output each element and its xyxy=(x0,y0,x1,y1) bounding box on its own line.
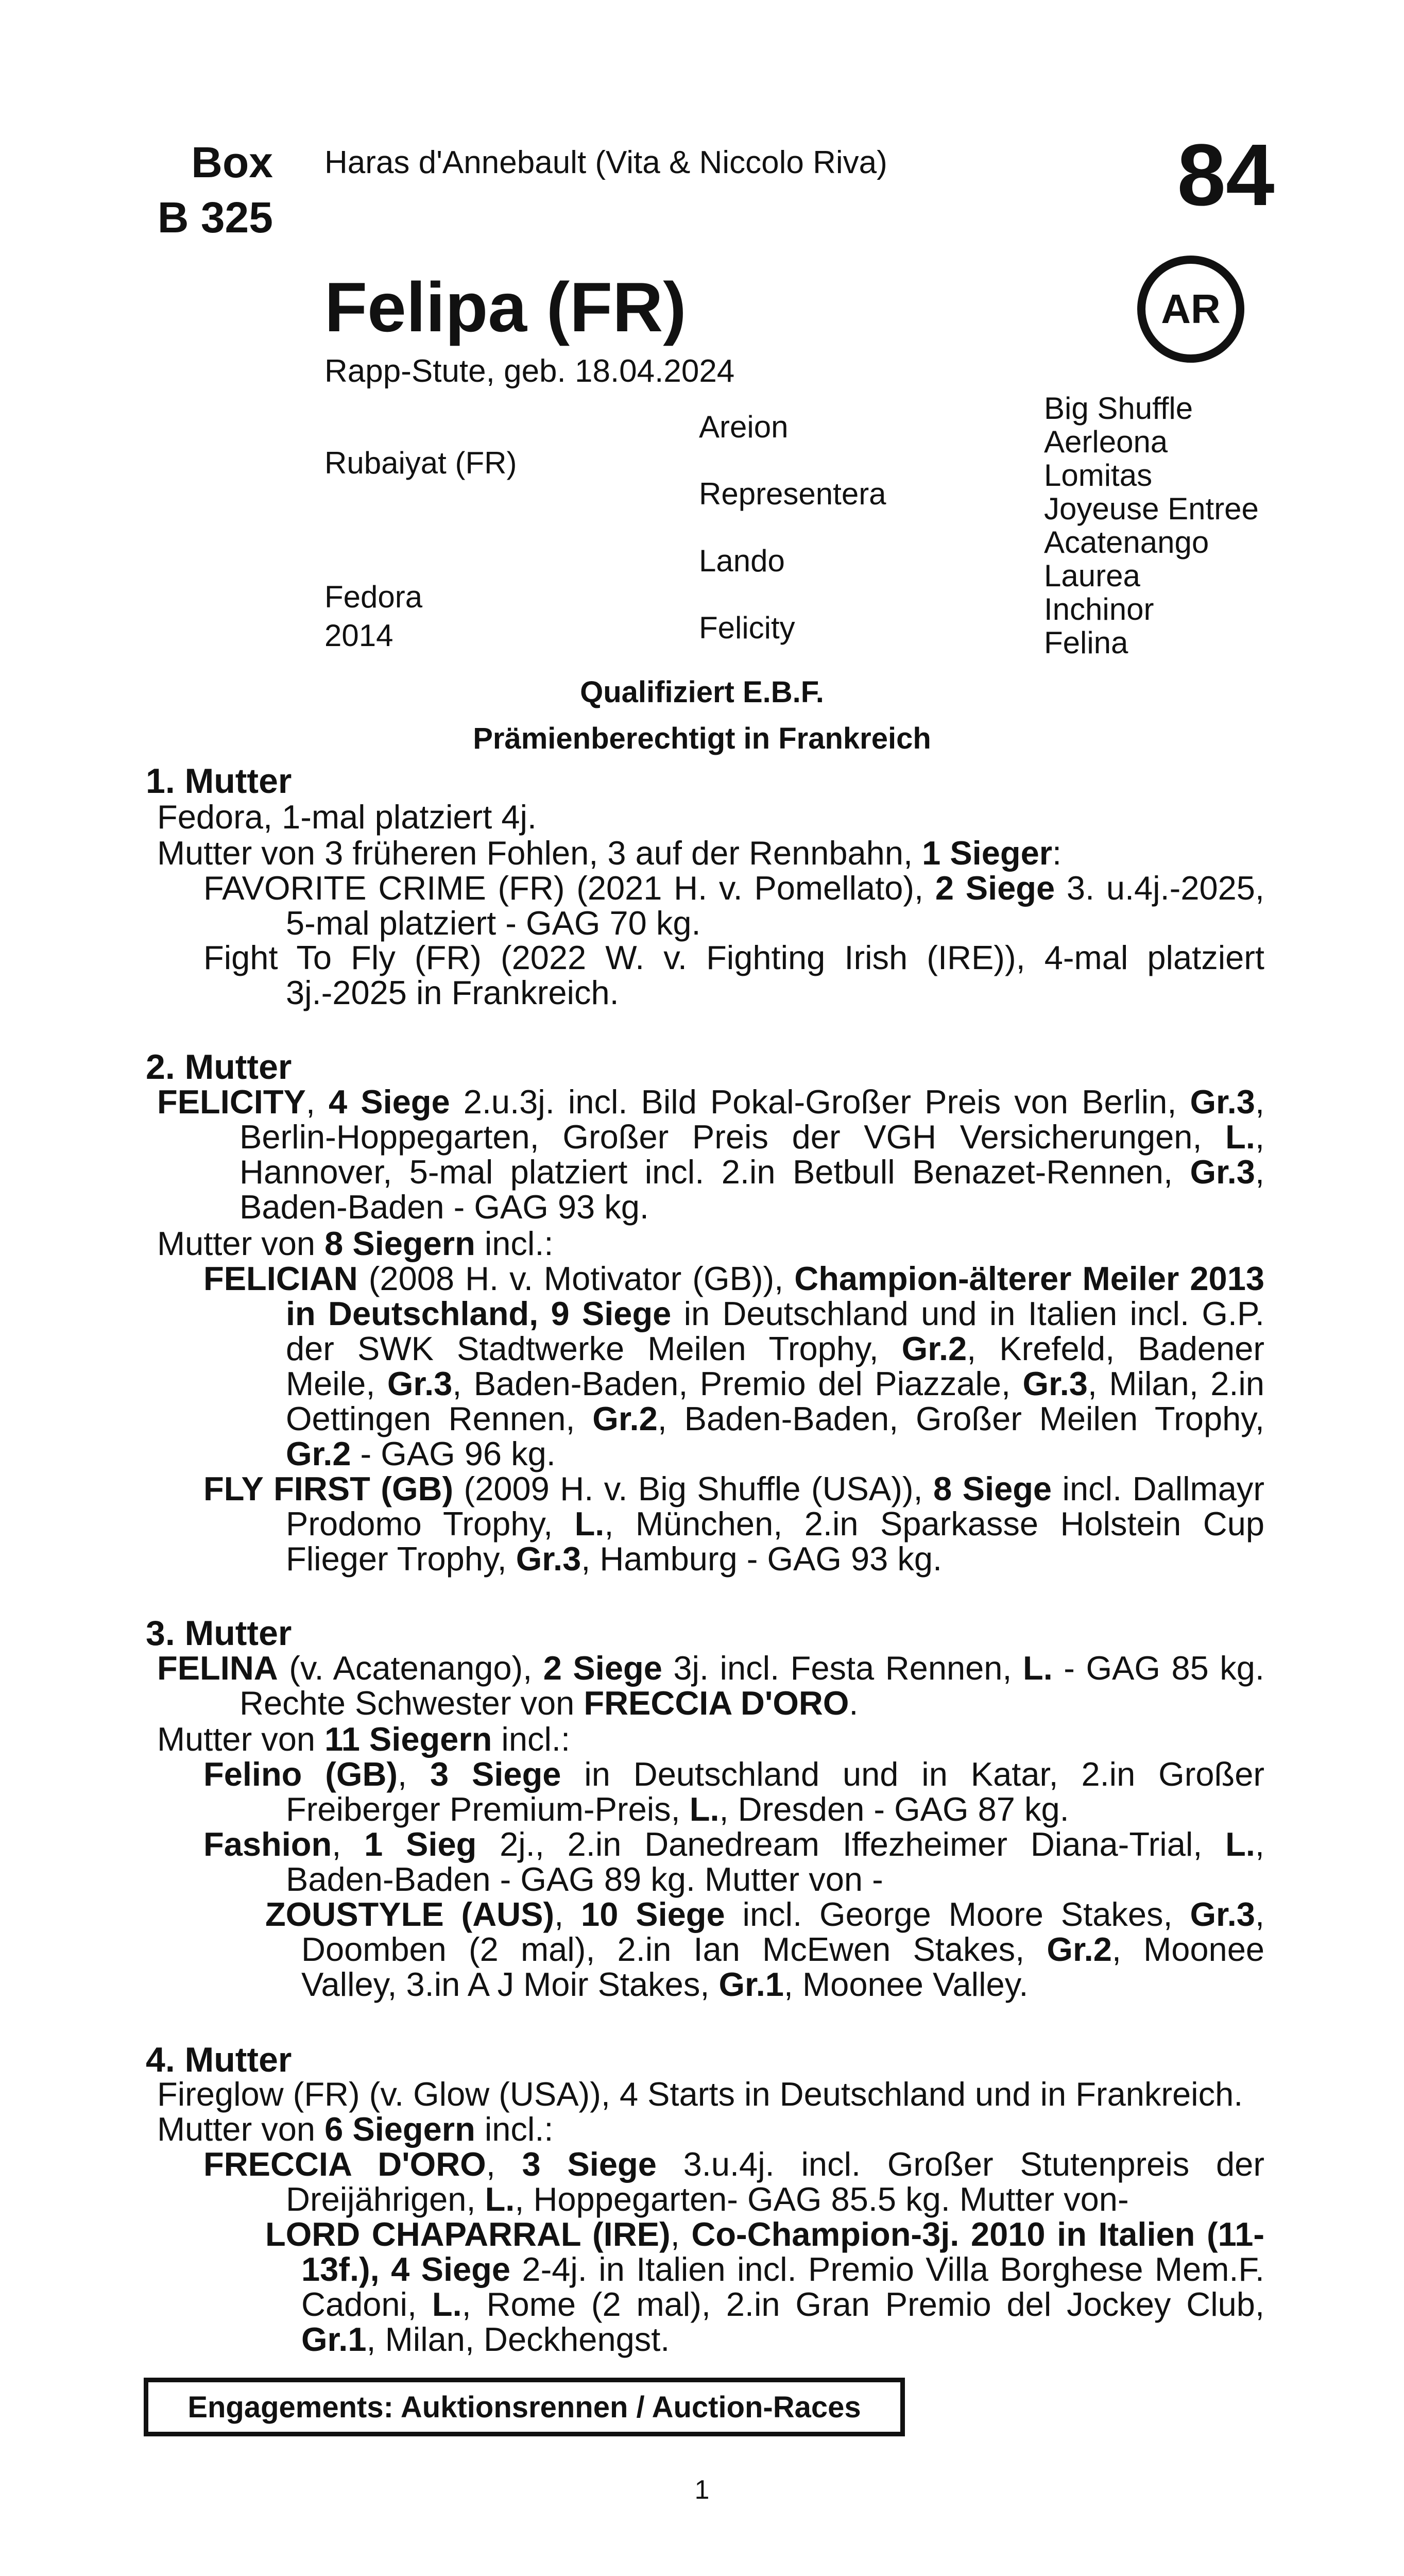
pedigree-grandparent: Lando xyxy=(699,544,785,578)
pedigree-grandparent: Areion xyxy=(699,410,789,444)
section-title: 4. Mutter xyxy=(146,2040,292,2079)
foal-entry: Fashion, 1 Sieg 2j., 2.in Danedream Iffezheimer Diana-Trial, L., Baden-Baden - GAG 89 kg. Mutter von - xyxy=(203,1825,1264,1898)
dam-line: FELINA (v. Acatenango), 2 Siege 3j. incl. Festa Rennen, L. - GAG 85 kg. Rechte Schwester von FRECCIA D'ORO. xyxy=(157,1649,1264,1722)
page-number: 1 xyxy=(694,2475,710,2505)
ar-badge: AR xyxy=(1137,256,1244,363)
pedigree-great-grandparent: Inchinor xyxy=(1044,592,1154,626)
foal-entry: FLY FIRST (GB) (2009 H. v. Big Shuffle (USA)), 8 Siege incl. Dallmayr Prodomo Trophy, L., München, 2.in Sparkasse Holstein Cup Flieger Trophy, Gr.3, Hamburg - GAG 93 kg. xyxy=(203,1470,1265,1578)
offspring-line: Mutter von 6 Siegern incl.: xyxy=(157,2110,554,2148)
box-label: Box xyxy=(191,138,273,187)
pedigree-grandparent: Representera xyxy=(699,477,886,511)
foal-entry: FELICIAN (2008 H. v. Motivator (GB)), Champion-älterer Meiler 2013 in Deutschland, 9 Siege in Deutschland und in Italien incl. G.P. der SWK Stadtwerke Meilen Trophy, Gr.2, Krefeld, Badener Meile, Gr.3, Baden-Baden, Premio del Piazzale, Gr.3, Milan, 2.in Oettingen Rennen, Gr.2, Baden-Baden, Großer Meilen Trophy, Gr.2 - GAG 96 kg. xyxy=(203,1260,1265,1472)
grand-foal-entry: ZOUSTYLE (AUS), 10 Siege incl. George Moore Stakes, Gr.3, Doomben (2 mal), 2.in Ian McEwen Stakes, Gr.2, Moonee Valley, 3.in A J Moir Stakes, Gr.1, Moonee Valley. xyxy=(265,1895,1265,2003)
foal-entry: FAVORITE CRIME (FR) (2021 H. v. Pomellato), 2 Siege 3. u.4j.-2025, 5-mal platziert - GAG 70 kg. xyxy=(203,869,1264,942)
grand-foal-entry: LORD CHAPARRAL (IRE), Co-Champion-3j. 2010 in Italien (11-13f.), 4 Siege 2-4j. in Italien incl. Premio Villa Borghese Mem.F. Cadoni, L., Rome (2 mal), 2.in Gran Premio del Jockey Club, Gr.1, Milan, Deckhengst. xyxy=(265,2215,1265,2358)
offspring-line: Mutter von 8 Siegern incl.: xyxy=(157,1225,554,1262)
pedigree-great-grandparent: Acatenango xyxy=(1044,525,1209,560)
engagements-box: Engagements: Auktionsrennen / Auction-Races xyxy=(144,2378,905,2436)
foal-entry: FRECCIA D'ORO, 3 Siege 3.u.4j. incl. Großer Stutenpreis der Dreijährigen, L., Hoppegarten- GAG 85.5 kg. Mutter von- xyxy=(203,2145,1264,2218)
pedigree-great-grandparent: Felina xyxy=(1044,625,1128,660)
horse-description: Rapp-Stute, geb. 18.04.2024 xyxy=(324,353,735,389)
pedigree-grandparent: Felicity xyxy=(699,611,795,645)
pedigree-sire: Rubaiyat (FR) xyxy=(324,446,517,480)
consignor: Haras d'Annebault (Vita & Niccolo Riva) xyxy=(324,145,887,180)
pedigree-great-grandparent: Big Shuffle xyxy=(1044,391,1193,426)
box-number: B 325 xyxy=(157,193,273,242)
section-title: 3. Mutter xyxy=(146,1614,292,1653)
offspring-line: Mutter von 3 früheren Fohlen, 3 auf der Rennbahn, 1 Sieger: xyxy=(157,834,1062,872)
section-title: 2. Mutter xyxy=(146,1047,292,1087)
foal-entry: Fight To Fly (FR) (2022 W. v. Fighting Irish (IRE)), 4-mal platziert 3j.-2025 in Frankreich. xyxy=(203,939,1264,1011)
pedigree-great-grandparent: Lomitas xyxy=(1044,458,1153,493)
horse-name: Felipa (FR) xyxy=(324,268,687,346)
qualification: Prämienberechtigt in Frankreich xyxy=(473,722,931,755)
dam-line: Fireglow (FR) (v. Glow (USA)), 4 Starts in Deutschland und in Frankreich. xyxy=(157,2075,1243,2113)
pedigree-great-grandparent: Laurea xyxy=(1044,558,1140,593)
offspring-line: Mutter von 11 Siegern incl.: xyxy=(157,1720,571,1758)
pedigree-dam-year: 2014 xyxy=(324,618,393,653)
pedigree-great-grandparent: Aerleona xyxy=(1044,425,1168,459)
foal-entry: Felino (GB), 3 Siege in Deutschland und in Katar, 2.in Großer Freiberger Premium-Preis, L., Dresden - GAG 87 kg. xyxy=(203,1755,1264,1828)
dam-line: FELICITY, 4 Siege 2.u.3j. incl. Bild Pokal-Großer Preis von Berlin, Gr.3, Berlin-Hoppegarten, Großer Preis der VGH Versicherungen, L., Hannover, 5-mal platziert incl. 2.in Betbull Benazet-Rennen, Gr.3, Baden-Baden - GAG 93 kg. xyxy=(157,1083,1264,1226)
qualification: Qualifiziert E.B.F. xyxy=(580,675,824,709)
section-title: 1. Mutter xyxy=(146,761,292,801)
lot-number: 84 xyxy=(1177,126,1275,224)
pedigree-great-grandparent: Joyeuse Entree xyxy=(1044,492,1259,526)
pedigree-dam: Fedora xyxy=(324,580,423,614)
dam-line: Fedora, 1-mal platziert 4j. xyxy=(157,798,537,836)
